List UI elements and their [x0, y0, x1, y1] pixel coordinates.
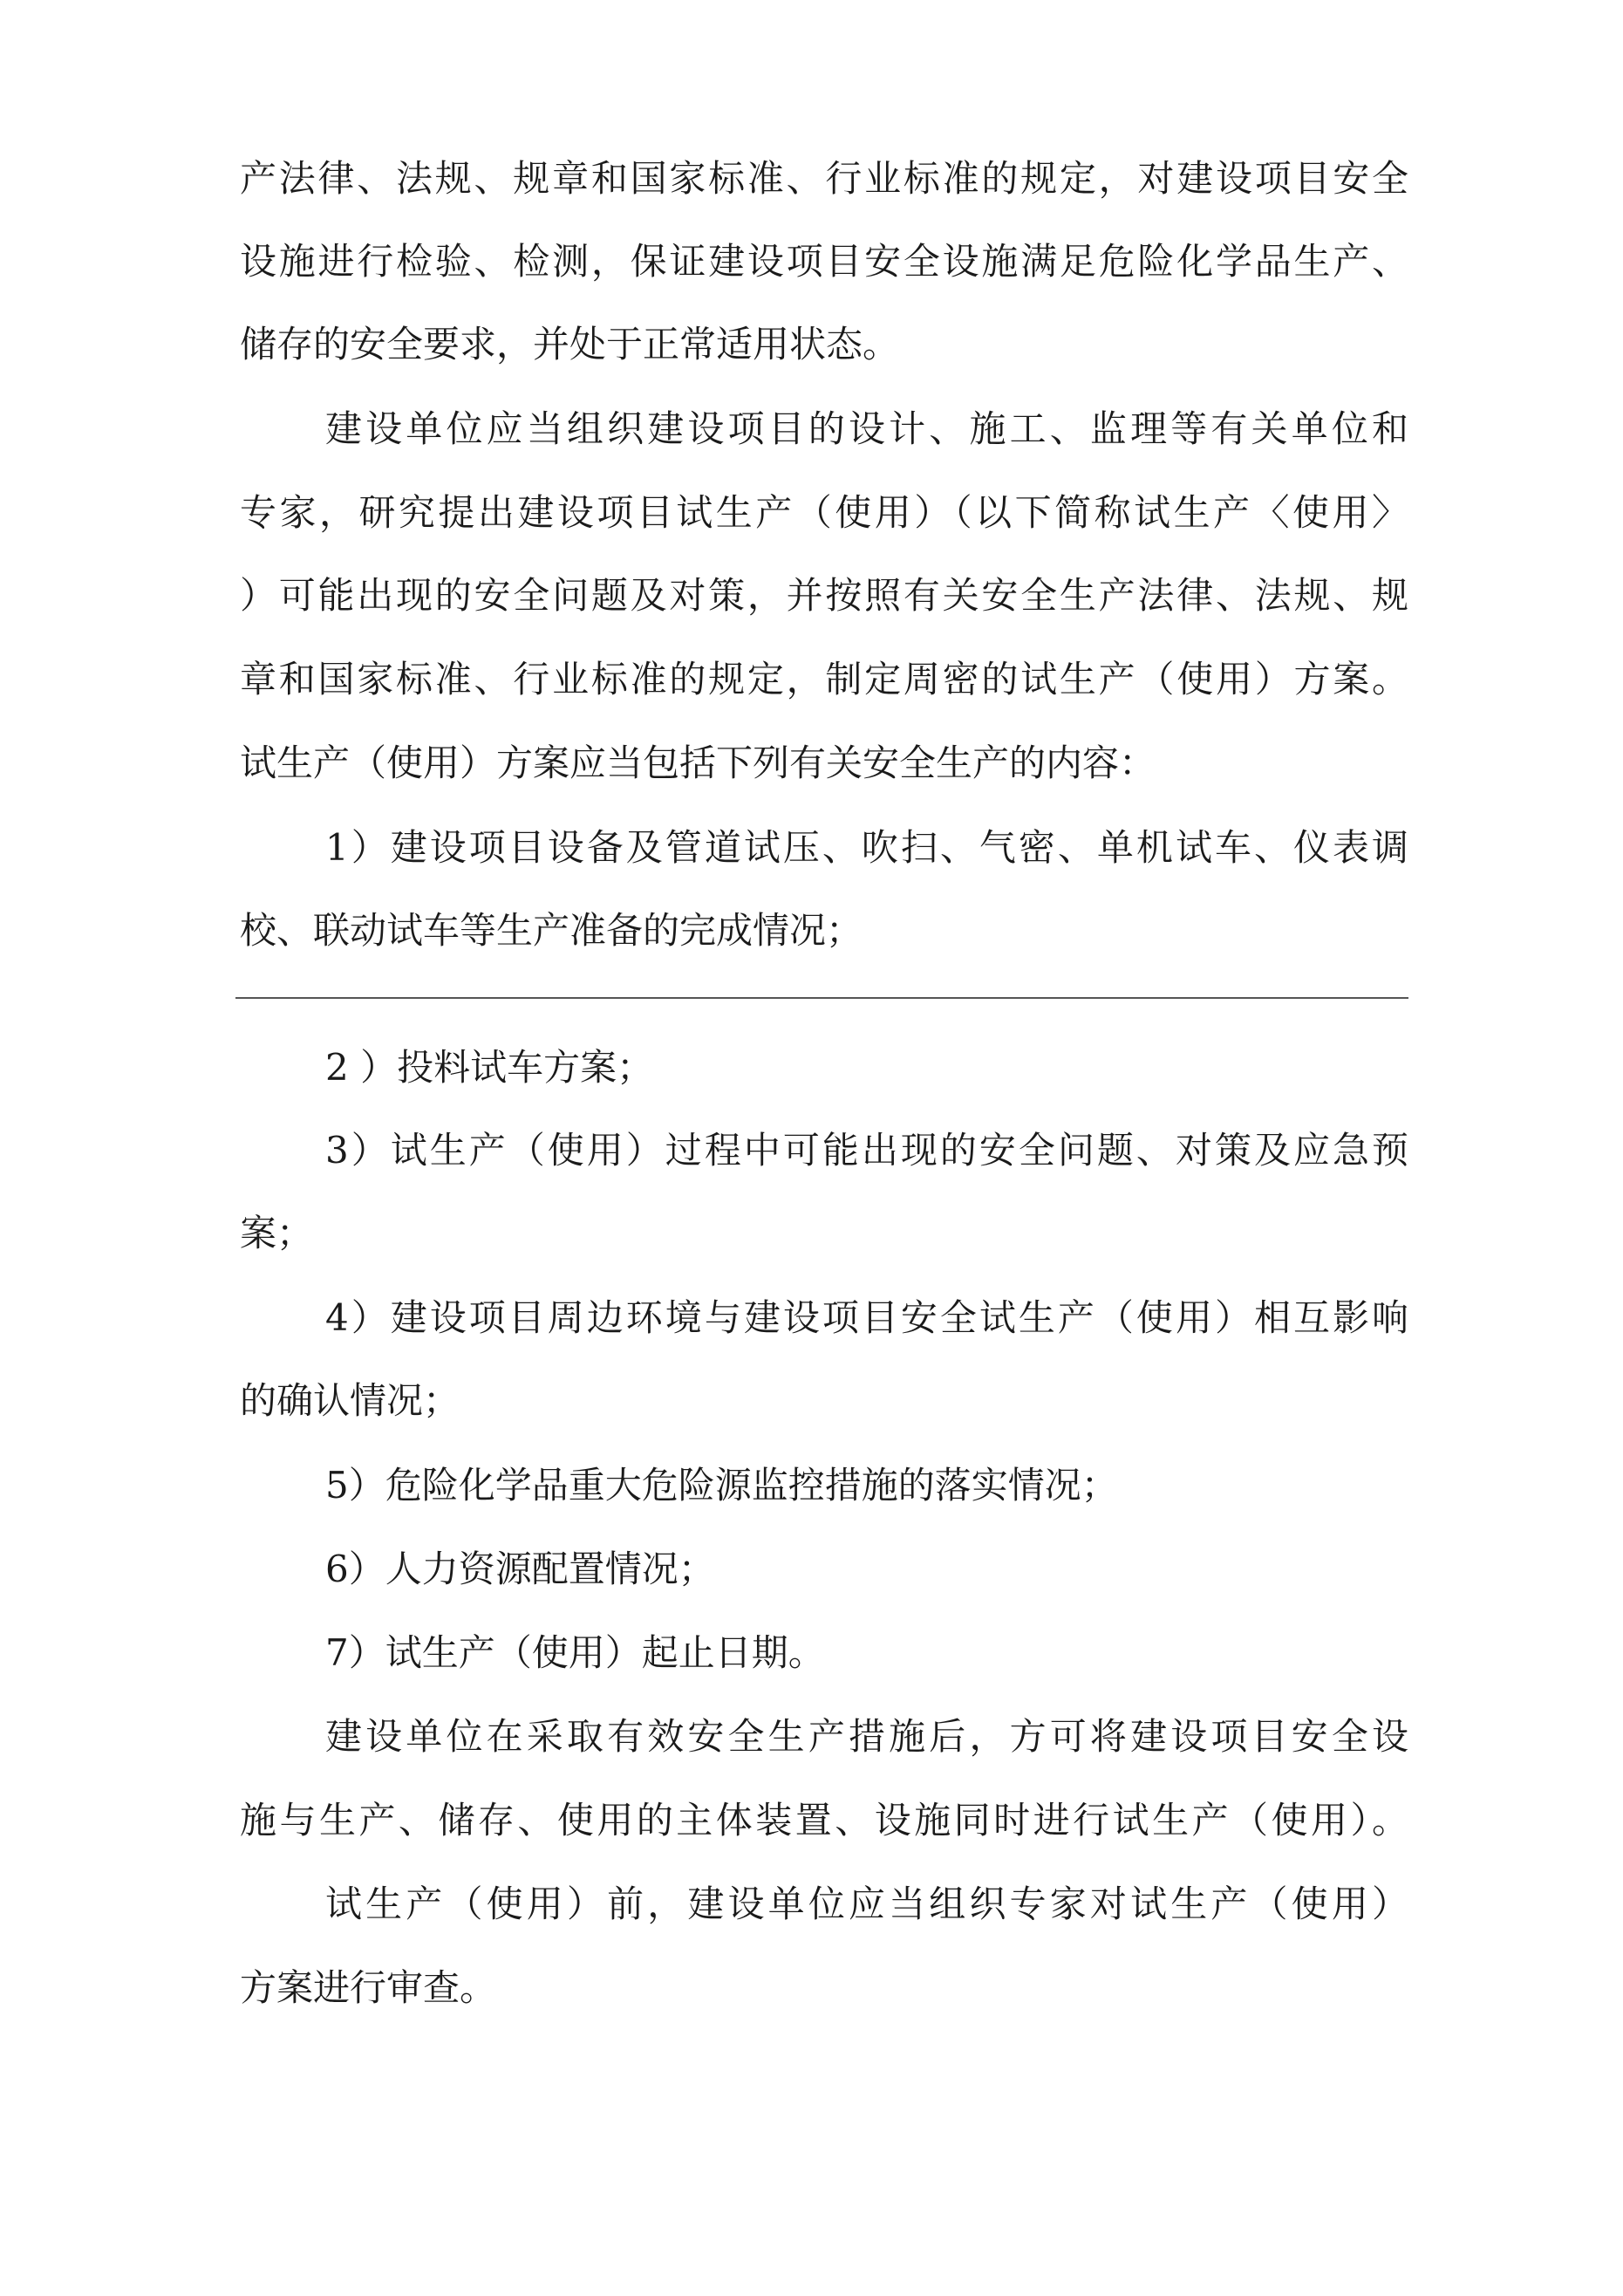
- paragraph-4-line-1: 试生产（使用）前，建设单位应当组织专家对试生产（使用）: [325, 1883, 1408, 1925]
- list-item-7: 7）试生产（使用）起止日期。: [325, 1631, 825, 1674]
- paragraph-4-line-2: 方案进行审查。: [240, 1966, 497, 2009]
- paragraph-2-line-2: 专家，研究提出建设项目试生产（使用）（以下简称试生产〈使用〉: [240, 491, 1408, 534]
- list-item-4-line-2: 的确认情况；: [240, 1379, 460, 1422]
- page-break-divider: [235, 997, 1408, 999]
- paragraph-1-line-3: 储存的安全要求，并处于正常适用状态。: [240, 323, 900, 366]
- list-item-1-line-2: 校、联动试车等生产准备的完成情况；: [240, 909, 863, 952]
- paragraph-3-line-2: 施与生产、储存、使用的主体装置、设施同时进行试生产（使用）。: [240, 1799, 1408, 1842]
- list-item-2: 2 ）投料试车方案；: [325, 1046, 654, 1089]
- paragraph-2-line-5: 试生产（使用）方案应当包括下列有关安全生产的内容：: [240, 741, 1156, 784]
- paragraph-1-line-2: 设施进行检验、检测，保证建设项目安全设施满足危险化学品生产、: [240, 240, 1408, 283]
- paragraph-2-line-4: 章和国家标准、行业标准的规定，制定周密的试生产（使用）方案。: [240, 658, 1408, 700]
- list-item-3-line-2: 案；: [240, 1212, 314, 1254]
- paragraph-3-line-1: 建设单位在采取有效安全生产措施后，方可将建设项目安全设: [325, 1715, 1408, 1758]
- list-item-6: 6）人力资源配置情况；: [325, 1548, 715, 1590]
- paragraph-1-line-1: 产法律、法规、规章和国家标准、行业标准的规定，对建设项目安全: [240, 157, 1408, 200]
- list-item-1-line-1: 1）建设项目设备及管道试压、吹扫、气密、单机试车、仪表调: [325, 826, 1408, 869]
- list-item-3-line-1: 3）试生产（使用）过程中可能出现的安全问题、对策及应急预: [325, 1129, 1408, 1172]
- list-item-5: 5）危险化学品重大危险源监控措施的落实情况；: [325, 1464, 1118, 1507]
- list-item-4-line-1: 4）建设项目周边环境与建设项目安全试生产（使用）相互影响: [325, 1296, 1408, 1339]
- paragraph-2-line-3: ）可能出现的安全问题及对策，并按照有关安全生产法律、法规、规: [240, 574, 1408, 617]
- paragraph-2-line-1: 建设单位应当组织建设项目的设计、施工、监理等有关单位和: [325, 407, 1408, 450]
